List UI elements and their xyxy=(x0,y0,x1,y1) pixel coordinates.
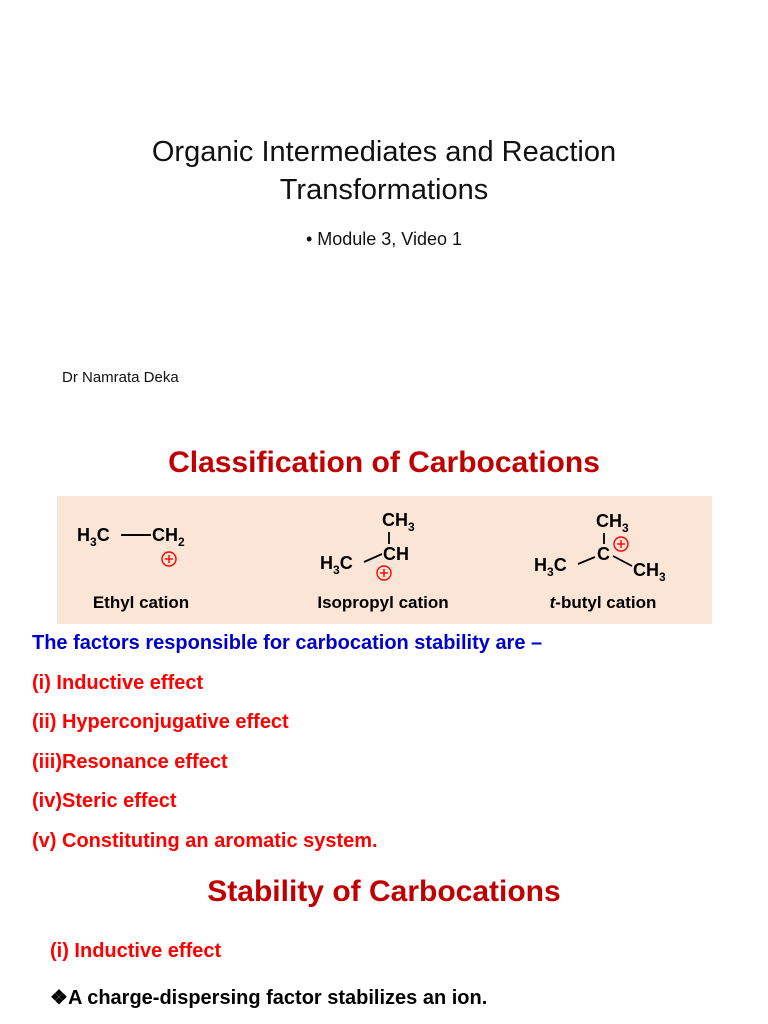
stability-heading: Stability of Carbocations xyxy=(207,875,561,908)
ethyl-right-group xyxy=(152,525,185,549)
tbutyl-top-subscript: 3 xyxy=(622,521,629,535)
tbutyl-right-subscript: 3 xyxy=(659,570,666,584)
ethyl-h: H xyxy=(77,525,90,545)
tbutyl-right-ch: CH xyxy=(633,560,659,580)
diamond-bullet-icon: ❖ xyxy=(50,987,68,1009)
tbutyl-top-ch: CH xyxy=(596,511,622,531)
author-name: Dr Namrata Deka xyxy=(62,369,179,386)
isopropyl-left-group xyxy=(320,553,353,577)
tbutyl-h-subscript: 3 xyxy=(547,565,554,579)
isopropyl-left-bond xyxy=(364,554,382,562)
isopropyl-cation-label: Isopropyl cation xyxy=(317,593,449,612)
carbocation-structures-panel xyxy=(57,496,712,624)
factor-item-hyperconjugative: (ii) Hyperconjugative effect xyxy=(32,711,289,733)
tbutyl-right-group xyxy=(633,560,666,584)
slide-title-line2: Transformations xyxy=(279,174,489,206)
factor-item-steric: (iv)Steric effect xyxy=(32,790,177,812)
tbutyl-top-group xyxy=(596,511,629,535)
ethyl-h-subscript: 3 xyxy=(90,535,97,549)
isopropyl-center: CH xyxy=(383,544,409,564)
isopropyl-h: H xyxy=(320,553,333,573)
isopropyl-top-group xyxy=(382,510,415,534)
factor-item-inductive: (i) Inductive effect xyxy=(32,672,204,694)
isopropyl-c: C xyxy=(339,553,353,573)
factor-item-resonance: (iii)Resonance effect xyxy=(32,751,228,773)
isopropyl-top-ch: CH xyxy=(382,510,408,530)
charge-dispersing-statement xyxy=(50,985,487,1010)
statement-text: A charge-dispersing factor stabilizes an ion. xyxy=(67,987,488,1009)
tbutyl-cation-label xyxy=(550,593,657,612)
isopropyl-h-subscript: 3 xyxy=(333,563,340,577)
ethyl-cation-label: Ethyl cation xyxy=(92,593,190,612)
tbutyl-left-bond xyxy=(578,557,595,564)
tbutyl-h: H xyxy=(534,555,547,575)
tbutyl-right-bond xyxy=(613,556,632,566)
tbutyl-left-group xyxy=(534,555,567,579)
slide-title-line1: Organic Intermediates and Reaction xyxy=(151,136,617,168)
ethyl-ch-subscript: 2 xyxy=(178,535,185,549)
tbutyl-center: C xyxy=(597,544,610,564)
module-bullet: • Module 3, Video 1 xyxy=(305,229,463,249)
tbutyl-cation-structure xyxy=(534,511,666,612)
carbocation-structures-svg xyxy=(57,496,712,624)
ethyl-ch: CH xyxy=(152,525,178,545)
isopropyl-cation-structure xyxy=(317,510,448,612)
tbutyl-label-italic: t xyxy=(549,593,556,612)
tbutyl-c: C xyxy=(553,555,567,575)
ethyl-left-group xyxy=(77,525,110,549)
factor-item-aromatic: (v) Constituting an aromatic system. xyxy=(32,830,378,852)
isopropyl-top-subscript: 3 xyxy=(408,520,415,534)
inductive-effect-subheading: (i) Inductive effect xyxy=(50,940,222,962)
ethyl-cation-structure xyxy=(77,525,189,612)
tbutyl-label-rest: -butyl cation xyxy=(555,593,657,612)
classification-heading: Classification of Carbocations xyxy=(168,446,600,479)
slide-title xyxy=(84,133,684,209)
factors-heading: The factors responsible for carbocation stability are – xyxy=(32,632,543,654)
ethyl-c: C xyxy=(96,525,110,545)
